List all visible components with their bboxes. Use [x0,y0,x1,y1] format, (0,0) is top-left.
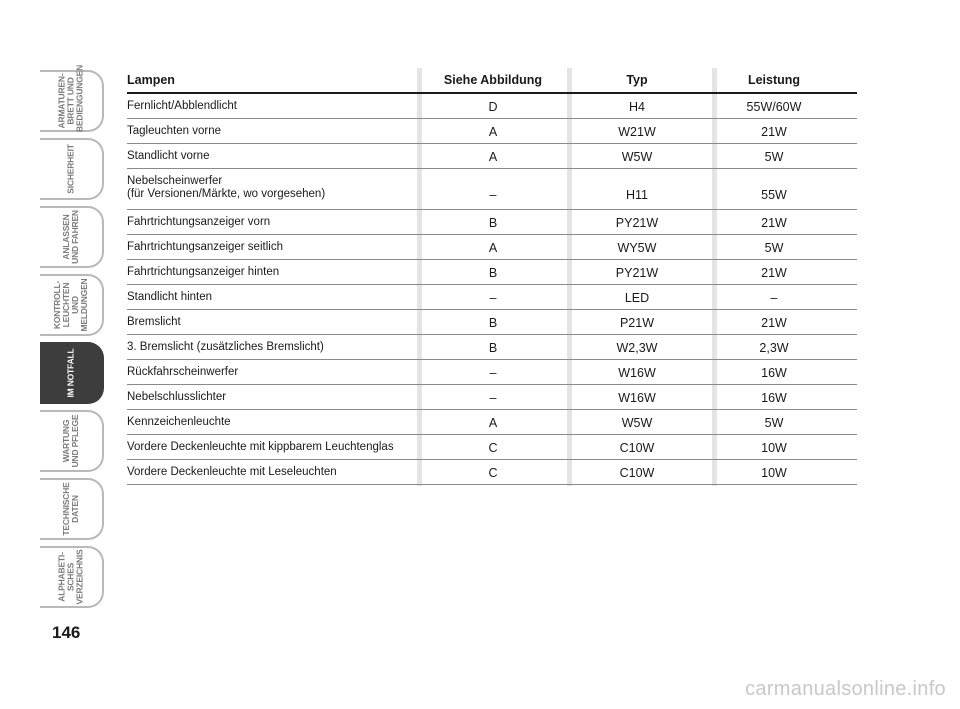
header-power: Leistung [747,73,801,87]
lamp-cell: Kennzeichenleuchte [127,416,231,428]
figure-cell: A [488,125,498,139]
power-cell: 55W/60W [746,100,802,114]
figure-cell: B [488,266,498,280]
table-header [127,68,857,94]
type-cell: PY21W [615,266,659,280]
lamp-cell: Fahrtrichtungsanzeiger hinten [127,266,280,278]
power-cell: 16W [761,366,787,380]
table-row [127,285,857,310]
lamp-cell: Rückfahrscheinwerfer [127,366,239,378]
tab-im-notfall[interactable] [40,342,104,404]
power-cell: 10W [761,441,787,455]
lamp-cell: Fernlicht/Abblendlicht [127,100,237,112]
table-row [127,260,857,285]
tab-kontrollleuchten[interactable] [40,274,104,336]
tab-label: WARTUNG UND PFLEGE [61,414,80,468]
header-figure: Siehe Abbildung [443,73,543,87]
figure-cell: C [488,466,498,480]
tab-armaturenbrett[interactable] [40,64,104,132]
table-row [127,119,857,144]
figure-cell: B [488,316,498,330]
power-cell: 2,3W [759,341,789,355]
tab-label: IM NOTFALL [65,348,76,398]
lamp-table [127,68,857,485]
table-row [127,360,857,385]
lamp-cell: Nebelschlusslichter [127,391,227,403]
figure-cell: A [488,416,498,430]
tab-verzeichnis[interactable] [40,546,104,608]
type-cell: C10W [619,466,655,480]
power-cell: 21W [761,266,787,280]
figure-cell: D [488,100,498,114]
lamp-cell: Bremslicht [127,316,181,328]
tab-technische-daten[interactable] [40,478,104,540]
lamp-cell: Nebelscheinwerfer (für Versionen/Märkte, wo vorgesehen) [127,175,326,200]
type-cell: P21W [619,316,655,330]
figure-cell: – [489,291,497,305]
tab-label: KONTROLL- LEUCHTEN UND MELDUNGEN [52,278,89,332]
tab-sicherheit[interactable] [40,138,104,200]
figure-cell: – [489,188,497,202]
lamp-cell: Vordere Deckenleuchte mit Leseleuchten [127,466,337,478]
tab-label: SICHERHEIT [65,144,76,194]
type-cell: H11 [625,188,648,202]
type-cell: W16W [618,391,656,405]
table-body [127,94,857,485]
power-cell: – [770,291,778,305]
figure-cell: B [488,216,498,230]
lamp-cell: Tagleuchten vorne [127,125,221,137]
power-cell: 55W [761,188,787,202]
lamp-cell: Standlicht hinten [127,291,213,303]
type-cell: W5W [621,150,653,164]
power-cell: 5W [764,416,784,430]
type-cell: W16W [618,366,656,380]
power-cell: 21W [761,316,787,330]
lamp-cell: Fahrtrichtungsanzeiger seitlich [127,241,283,253]
figure-cell: A [488,241,498,255]
tab-label: ANLASSEN UND FAHREN [61,210,80,264]
tab-label: ALPHABETI- SCHES VERZEICHNIS [56,549,85,605]
figure-cell: – [489,391,497,405]
watermark: carmanualsonline.info [745,678,946,700]
header-lamp: Lampen [127,73,175,87]
header-type: Typ [626,73,648,87]
table-row [127,410,857,435]
table-row [127,460,857,485]
table-row [127,144,857,169]
lamp-cell: Fahrtrichtungsanzeiger vorn [127,216,271,228]
figure-cell: – [489,366,497,380]
power-cell: 5W [764,241,784,255]
type-cell: WY5W [617,241,657,255]
power-cell: 21W [761,125,787,139]
lamp-cell: 3. Bremslicht (zusätzliches Bremslicht) [127,341,324,353]
type-cell: W5W [621,416,653,430]
tab-anlassen[interactable] [40,206,104,268]
tab-label: ARMATUREN- BRETT UND BEDIENGUNGEN [56,64,85,132]
table-row [127,210,857,235]
tab-wartung[interactable] [40,410,104,472]
lamp-cell: Standlicht vorne [127,150,210,162]
type-cell: H4 [629,100,645,114]
power-cell: 16W [761,391,787,405]
tab-label: TECHNISCHE DATEN [61,482,80,536]
table-row [127,310,857,335]
table-row [127,94,857,119]
type-cell: C10W [619,441,655,455]
power-cell: 5W [764,150,784,164]
type-cell: W2,3W [616,341,658,355]
type-cell: W21W [618,125,656,139]
figure-cell: A [488,150,498,164]
table-row [127,385,857,410]
table-row [127,335,857,360]
table-row [127,435,857,460]
power-cell: 21W [761,216,787,230]
power-cell: 10W [761,466,787,480]
table-row [127,169,857,210]
page-number: 146 [52,623,81,642]
table-row [127,235,857,260]
figure-cell: B [488,341,498,355]
lamp-cell: Vordere Deckenleuchte mit kippbarem Leuchtenglas [127,441,394,453]
type-cell: LED [624,291,650,305]
type-cell: PY21W [615,216,659,230]
figure-cell: C [488,441,498,455]
